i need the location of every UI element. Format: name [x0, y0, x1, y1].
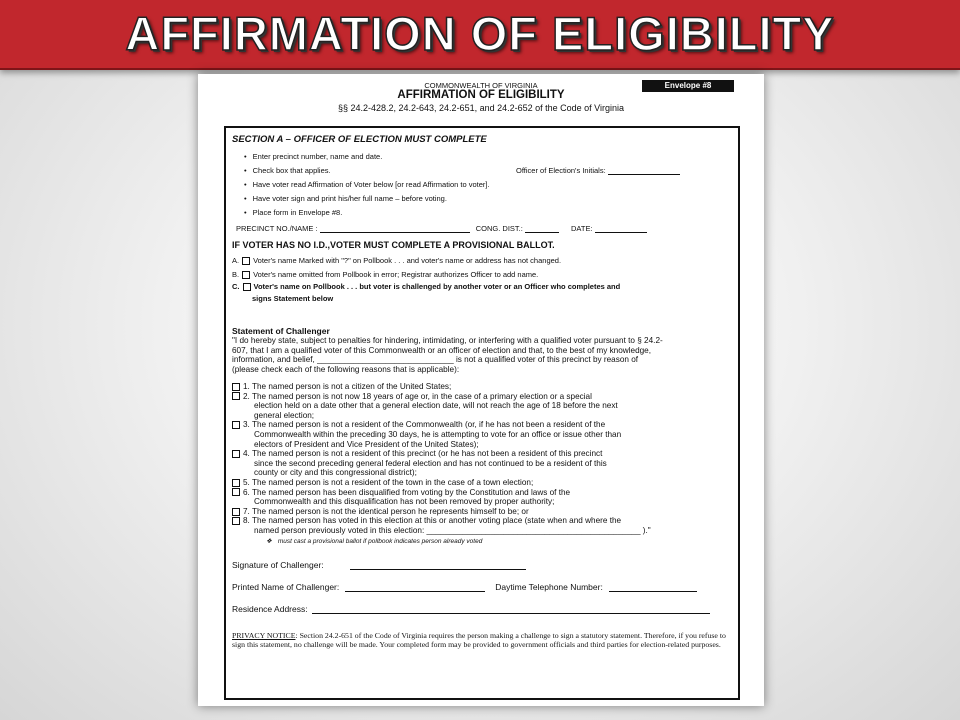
residence-label: Residence Address: [232, 604, 308, 614]
option-letter: B. [232, 270, 240, 279]
privacy-label: PRIVACY NOTICE [232, 631, 296, 640]
reason-2-cont: general election; [254, 410, 315, 420]
printed-name-line [345, 590, 485, 592]
instruction-bullet: • Enter precinct number, name and date. [244, 152, 382, 161]
reason-text: 1. The named person is not a citizen of the United States; [243, 382, 452, 391]
form-code-reference: §§ 24.2-428.2, 24.2-643, 24.2-651, and 24.2-652 of the Code of Virginia [337, 103, 625, 113]
phone-line [609, 590, 697, 592]
signature-line [350, 568, 526, 570]
privacy-notice [232, 631, 732, 650]
initials-label: Officer of Election's Initials: [516, 166, 606, 175]
slide-title: AFFIRMATION OF ELIGIBILITY [125, 7, 835, 60]
no-id-heading: IF VOTER HAS NO I.D.,VOTER MUST COMPLETE A PROVISIONAL BALLOT. [232, 240, 555, 250]
reason-text: 6. The named person has been disqualified from voting by the Constitution and laws of the [243, 487, 571, 497]
reason-4-cont: since the second preceding general federal election and has not continued to be a resident of this [254, 458, 607, 468]
option-letter: C. [232, 282, 240, 291]
reason-4-cont: county or city and this congressional district); [254, 468, 417, 478]
precinct-label: PRECINCT NO./NAME : [236, 224, 318, 233]
reason-text: 7. The named person is not the identical person he represents himself to be; or [243, 506, 529, 516]
precinct-row [236, 224, 647, 233]
reason-text: 2. The named person is not now 18 years of age or, in the case of a primary election or a special [243, 391, 592, 401]
checkbox [232, 450, 240, 458]
statement-of-challenger-title: Statement of Challenger [232, 326, 330, 336]
affirmation-form-image [198, 74, 764, 706]
title-banner [0, 0, 960, 70]
privacy-text: : Section 24.2-651 of the Code of Virginia requires the person making a challenge to sign a statutory statement. Therefore, if you refuse to sign this statement, no challenge will be made. Your completed form may be provided to government officials and third parties for election-related purposes. [232, 631, 726, 650]
instruction-bullet: • Have voter sign and print his/her full name – before voting. [244, 194, 447, 203]
note-text: must cast a provisional ballot if pollbook indicates person already voted [277, 538, 483, 545]
checkbox [232, 383, 240, 391]
reason-3-cont: electors of President and Vice President of the United States); [254, 439, 479, 449]
residence-row [232, 604, 710, 614]
reason-4 [232, 449, 602, 459]
instruction-bullet: • Place form in Envelope #8. [244, 208, 342, 217]
reason-text: 3. The named person is not a resident of the Commonwealth (or, if he has not been a resident of the [243, 420, 606, 430]
printed-name-label: Printed Name of Challenger: [232, 582, 340, 592]
checkbox [232, 488, 240, 496]
checkbox [242, 271, 250, 279]
diamond-bullet-icon: ❖ [266, 538, 272, 545]
signature-label: Signature of Challenger: [232, 560, 324, 570]
reason-8 [232, 516, 621, 526]
checkbox [232, 508, 240, 516]
reason-text: 4. The named person is not a resident of this precinct (or he has not been a resident of this precinct [243, 449, 603, 459]
checkbox [232, 517, 240, 525]
precinct-line [320, 231, 470, 233]
challenger-intro-line: information, and belief, ______________________________ is not a qualified voter of this precinct by reason of [232, 355, 639, 365]
initials-field [516, 166, 680, 175]
challenger-intro-line: (please check each of the following reasons that is applicable): [232, 364, 460, 374]
reason-2-cont: election held on a date other that a general election date, will not reach the age of 18 before the next [254, 401, 618, 411]
reason-1 [232, 382, 451, 392]
reason-6-cont: Commonwealth and this disqualification has not been removed by proper authority; [254, 497, 555, 507]
form-frame [224, 126, 740, 700]
reason-text: 8. The named person has voted in this election at this or another voting place (state when and where the [243, 516, 622, 526]
residence-line [312, 612, 710, 614]
option-text: Voter's name Marked with "?" on Pollbook . . . and voter's name or address has not changed. [253, 256, 562, 265]
reason-5 [232, 478, 533, 488]
reason-8-cont: named person previously voted in this election: _______________________________________________ )." [254, 526, 651, 535]
challenger-intro-line: "I do hereby state, subject to penalties for hindering, intimidating, or interfering with a qualified voter pursuant to § 24.2- [232, 336, 663, 345]
option-c [232, 282, 620, 291]
printed-name-row [232, 582, 697, 592]
reason-3 [232, 420, 605, 430]
section-a-title: SECTION A – OFFICER OF ELECTION MUST COMPLETE [232, 134, 487, 145]
checkbox [242, 257, 250, 265]
checkbox [232, 421, 240, 429]
cong-dist-line [525, 231, 559, 233]
signature-row [232, 560, 526, 570]
form-state-header: COMMONWEALTH OF VIRGINIA [424, 81, 538, 90]
option-a [232, 256, 561, 265]
envelope-tag: Envelope #8 [642, 80, 734, 92]
option-text: Voter's name omitted from Pollbook in error; Registrar authorizes Officer to add name. [253, 270, 539, 279]
option-text: Voter's name on Pollbook . . . but voter is challenged by another voter or an Officer who completes and [253, 282, 621, 291]
reason-7 [232, 507, 529, 517]
option-b [232, 270, 538, 279]
date-line [595, 231, 647, 233]
provisional-note [266, 537, 482, 545]
reason-2 [232, 392, 592, 402]
date-label: DATE: [571, 224, 593, 233]
cong-dist-label: CONG. DIST.: [475, 224, 523, 233]
checkbox [232, 479, 240, 487]
option-letter: A. [232, 256, 240, 265]
reason-text: 5. The named person is not a resident of the town in the case of a town election; [243, 478, 534, 487]
initials-line [608, 173, 680, 175]
instruction-bullet: • Have voter read Affirmation of Voter below [or read Affirmation to voter]. [244, 180, 490, 189]
reason-3-cont: Commonwealth within the preceding 30 days, he is attempting to vote for an office or issue other than [254, 430, 622, 439]
checkbox [232, 392, 240, 400]
reason-6 [232, 488, 570, 498]
instruction-bullet: • Check box that applies. [244, 166, 331, 175]
checkbox [243, 283, 251, 291]
phone-label: Daytime Telephone Number: [495, 582, 603, 592]
challenger-intro-line: 607, that I am a qualified voter of this Commonwealth or an officer of election and that, to the best of my knowledge, [232, 345, 652, 355]
option-c-continued: signs Statement below [252, 294, 334, 303]
form-title: AFFIRMATION OF ELIGIBILITY [397, 89, 565, 101]
